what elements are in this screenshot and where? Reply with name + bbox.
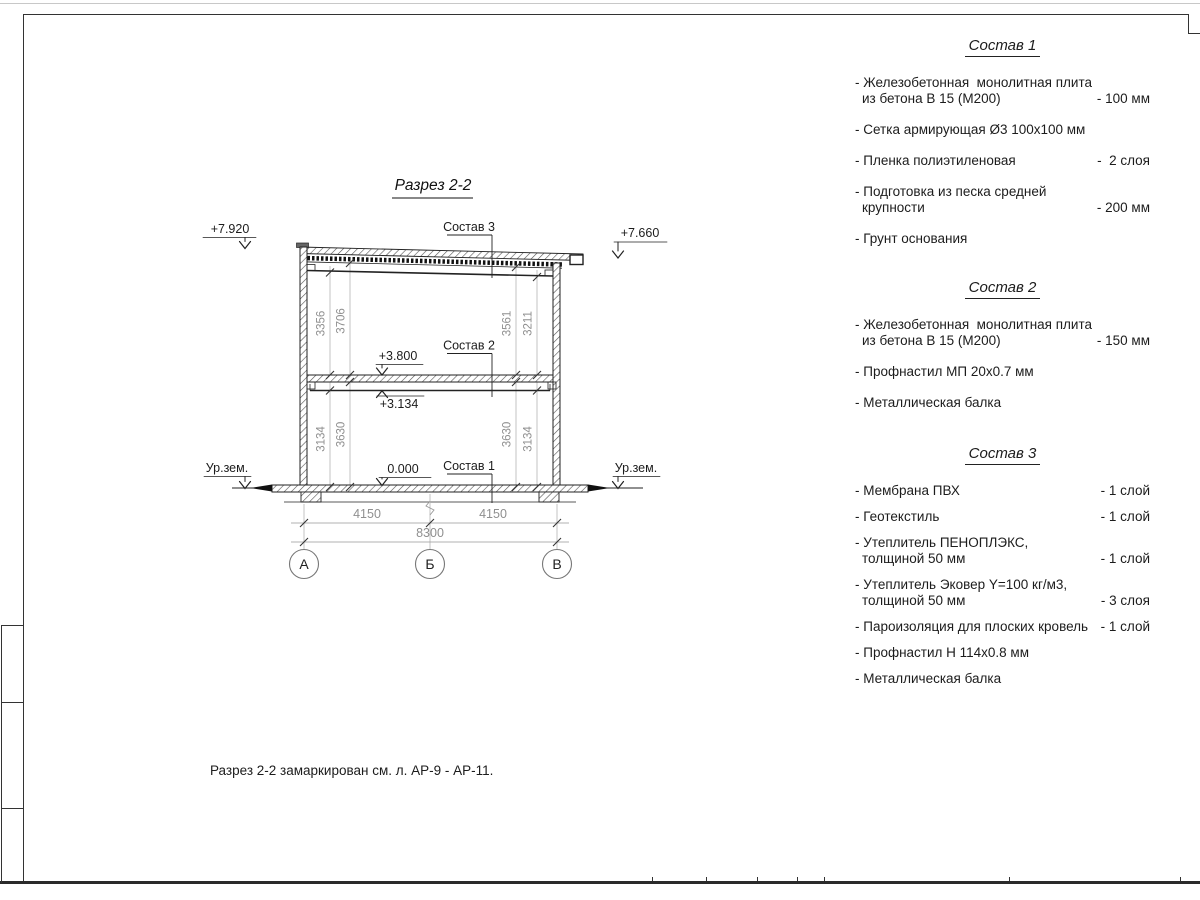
spec-item [855, 122, 1150, 138]
spec-line: - Профнастил МП 20x0.7 мм [855, 364, 1034, 379]
axis-v: В [552, 556, 562, 572]
left-wall [300, 247, 307, 487]
spec-item [855, 231, 1150, 247]
dim-8300: 8300 [416, 526, 444, 540]
titleblock-tick [824, 877, 825, 881]
spec-section-3 [848, 446, 1158, 697]
dim-3211: 3211 [522, 311, 535, 336]
frame-bottom [0, 881, 1200, 884]
callout-sostav1: Состав 1 [443, 459, 495, 473]
spec-item [855, 317, 1150, 349]
spec-line: толщиной 50 мм [862, 593, 966, 608]
titleblock-tick [757, 877, 758, 881]
spec-line: - Сетка армирующая Ø3 100x100 мм [855, 122, 1086, 137]
spec-line: - Мембрана ПВХ [855, 483, 960, 498]
dim-3134-left: 3134 [315, 426, 328, 452]
spec-line: - Пароизоляция для плоских кровель [855, 619, 1089, 634]
elev-7660: +7.660 [620, 226, 660, 240]
spec-item [855, 395, 1150, 411]
drawing-title: Разрез 2-2 [394, 177, 472, 194]
dim-4150-right: 4150 [479, 507, 507, 521]
elev-3134: +3.134 [379, 397, 419, 411]
callout-sostav2: Состав 2 [443, 338, 495, 353]
dim-3706: 3706 [335, 308, 348, 334]
spec-item [855, 483, 1150, 499]
ground-level-left: Ур.зем. [205, 461, 249, 475]
frame-corner-box-v [1188, 14, 1189, 33]
callout-sostav3: Состав 3 [443, 220, 495, 234]
spec-line: - Утеплитель ПЕНОПЛЭКС, [855, 535, 1029, 550]
spec-heading-text: Состав 1 [965, 38, 1041, 57]
spec-item [855, 184, 1150, 216]
titleblock-tick [652, 877, 653, 881]
dim-3630-right: 3630 [501, 421, 514, 448]
spec-value: - 1 слой [1100, 509, 1150, 524]
spec-line: крупности [862, 200, 925, 215]
frame-top [23, 14, 1188, 15]
ground-level-right: Ур.зем. [614, 461, 658, 475]
spec-line: - Железобетонная монолитная плита [855, 75, 1093, 90]
spec-heading-3 [855, 446, 1150, 465]
titleblock-tick [1180, 877, 1181, 881]
spec-line: - Геотекстиль [855, 509, 940, 524]
axis-bubbles [290, 550, 572, 579]
spec-value: - 1 слой [1100, 483, 1150, 498]
margin-column-div [1, 808, 23, 809]
frame-top-edge [0, 3, 1200, 4]
section-drawing-area [170, 160, 700, 620]
spec-item [855, 577, 1150, 609]
spec-item [855, 645, 1150, 661]
spec-line: - Металлическая балка [855, 671, 1002, 686]
spec-line: - Профнастил Н 114x0.8 мм [855, 645, 1029, 660]
spec-line: толщиной 50 мм [862, 551, 966, 566]
spec-line: из бетона В 15 (М200) [862, 91, 1001, 106]
spec-value: - 2 слоя [1097, 153, 1150, 168]
spec-item [855, 509, 1150, 525]
right-footing [539, 492, 559, 502]
spec-value: - 1 слой [1100, 551, 1150, 566]
roof-edge-cap [570, 255, 583, 265]
dim-3356: 3356 [315, 310, 328, 337]
spec-item [855, 671, 1150, 687]
elev-7920: +7.920 [210, 222, 250, 236]
dim-3134-right: 3134 [522, 426, 535, 452]
right-wall [553, 263, 560, 487]
spec-value: - 1 слой [1100, 619, 1150, 634]
spec-item [855, 535, 1150, 567]
elev-0000: 0.000 [387, 462, 419, 476]
spec-line: - Пленка полиэтиленовая [855, 153, 1016, 168]
roof [297, 243, 584, 276]
margin-column-left [1, 625, 2, 883]
margin-column-div [1, 625, 23, 626]
axis-b: Б [425, 556, 435, 572]
spec-section-2 [848, 280, 1158, 426]
spec-heading-text: Состав 2 [965, 280, 1041, 299]
titleblock-tick [706, 877, 707, 881]
titleblock-tick [1009, 877, 1010, 881]
spec-value: - 200 мм [1096, 200, 1150, 215]
callouts [443, 220, 495, 503]
frame-left [23, 14, 24, 883]
dim-3561: 3561 [501, 310, 514, 337]
sheet-note: Разрез 2-2 замаркирован см. л. АР-9 - АР-11. [210, 763, 494, 778]
titleblock-tick [797, 877, 798, 881]
section-drawing [170, 160, 700, 620]
margin-column-div [1, 702, 23, 703]
spec-line: - Утеплитель Эковер Y=100 кг/м3, [855, 577, 1068, 592]
spec-line: из бетона В 15 (М200) [862, 333, 1001, 348]
spec-line: - Подготовка из песка средней [855, 184, 1047, 199]
spec-line: - Грунт основания [855, 231, 968, 246]
spec-value: - 150 мм [1096, 333, 1150, 348]
dim-4150-left: 4150 [353, 507, 381, 521]
left-footing [301, 492, 321, 502]
elev-3800: +3.800 [378, 349, 418, 363]
spec-item [855, 153, 1150, 169]
spec-value: - 100 мм [1096, 91, 1150, 106]
spec-item [855, 619, 1150, 635]
spec-value: - 3 слоя [1100, 593, 1150, 608]
spec-item [855, 75, 1150, 107]
axis-a: А [299, 556, 309, 572]
floor-slab [307, 375, 556, 391]
spec-line: - Металлическая балка [855, 395, 1002, 410]
spec-line: - Железобетонная монолитная плита [855, 317, 1093, 332]
spec-heading-text: Состав 3 [965, 446, 1041, 465]
ground-slab [232, 485, 643, 503]
dim-3630-left: 3630 [335, 421, 348, 448]
spec-section-1 [848, 38, 1158, 262]
frame-corner-box-h [1188, 33, 1200, 34]
spec-heading-1 [855, 38, 1150, 57]
spec-heading-2 [855, 280, 1150, 299]
spec-item [855, 364, 1150, 380]
